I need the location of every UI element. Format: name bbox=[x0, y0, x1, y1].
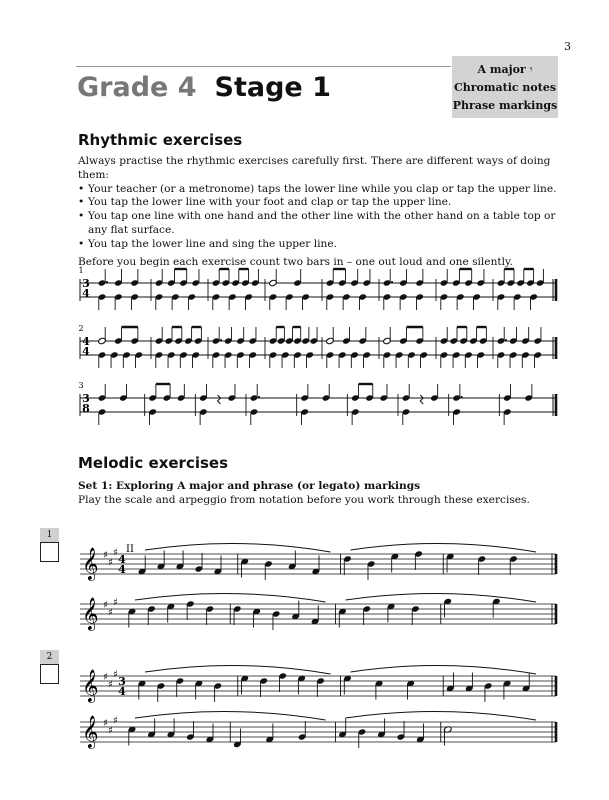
exercise-number: 2 bbox=[78, 324, 84, 333]
phrase-slur bbox=[351, 665, 537, 674]
exercise-number: 3 bbox=[78, 381, 84, 390]
time-signature-bottom: 4 bbox=[118, 563, 126, 576]
sharp-icon: ♯ bbox=[113, 715, 118, 727]
stage-label: Stage 1 bbox=[214, 72, 331, 103]
treble-clef-icon: 𝄞 bbox=[82, 715, 99, 748]
topic-a-major: A major 𝄾 bbox=[477, 63, 533, 76]
time-signature-bottom: 4 bbox=[82, 345, 90, 358]
sharp-icon: ♯ bbox=[113, 547, 118, 559]
sharp-icon: ♯ bbox=[113, 669, 118, 681]
bullet-item: • You tap the lower line with your foot and clap or tap the upper line. bbox=[78, 196, 568, 210]
dot-mark bbox=[106, 281, 108, 283]
phrase-slur bbox=[145, 665, 331, 674]
sharp-icon: ♯ bbox=[103, 550, 108, 561]
bullet-item: • You tap the lower line and sing the upper line. bbox=[78, 238, 568, 252]
sharp-icon: ♯ bbox=[103, 600, 108, 611]
rhythmic-intro: Always practise the rhythmic exercises carefully first. There are different ways of doing them: bbox=[78, 155, 551, 181]
time-signature-top: 3 bbox=[82, 277, 90, 290]
time-signature-bottom: 4 bbox=[118, 685, 126, 698]
phrase-slur bbox=[346, 711, 537, 720]
rest-mark bbox=[420, 395, 423, 404]
sharp-icon: ♯ bbox=[108, 607, 113, 619]
melodic-title: Melodic exercises bbox=[78, 454, 229, 472]
exercise-number: 1 bbox=[78, 266, 84, 275]
time-signature-top: 3 bbox=[82, 392, 90, 405]
rhythmic-scores bbox=[78, 266, 556, 425]
rhythmic-title: Rhythmic exercises bbox=[78, 131, 243, 149]
topic-chromatic: Chromatic notes bbox=[453, 81, 557, 94]
dot-mark bbox=[391, 281, 393, 283]
topic-phrase: Phrase markings bbox=[452, 99, 558, 112]
time-signature-bottom: 8 bbox=[82, 402, 90, 415]
time-signature-bottom: 4 bbox=[82, 287, 90, 300]
grade-label: Grade 4 bbox=[77, 72, 197, 103]
sharp-icon: ♯ bbox=[103, 672, 108, 683]
dot-mark bbox=[220, 339, 222, 341]
phrase-slur bbox=[351, 543, 537, 552]
phrase-slur bbox=[145, 543, 331, 552]
bullet-item: • You tap one line with one hand and the other line with the other hand on a table top or any flat surface. bbox=[78, 210, 568, 238]
sharp-icon: ♯ bbox=[113, 597, 118, 609]
treble-clef-icon: 𝄞 bbox=[82, 547, 99, 580]
melodic-scores bbox=[80, 543, 556, 749]
treble-clef-icon: 𝄞 bbox=[82, 597, 99, 630]
exercise-1-number: 1 bbox=[40, 528, 59, 542]
count-in-text: Before you begin each exercise count two bars in – one out loud and one silently. bbox=[78, 255, 513, 268]
bullet-item: • Your teacher (or a metronome) taps the lower line while you clap or tap the upper line. bbox=[78, 183, 568, 197]
treble-clef-icon: 𝄞 bbox=[82, 669, 99, 702]
time-signature-top: 3 bbox=[118, 675, 126, 688]
dot-mark bbox=[461, 396, 463, 398]
page-number: 3 bbox=[564, 40, 571, 53]
dot-mark bbox=[258, 396, 260, 398]
time-signature-top: 4 bbox=[118, 553, 126, 566]
sharp-icon: ♯ bbox=[103, 718, 108, 729]
sharp-icon: ♯ bbox=[108, 679, 113, 691]
sharp-icon: ♯ bbox=[108, 725, 113, 737]
phrase-slur bbox=[135, 593, 326, 602]
melodic-instruction: Play the scale and arpeggio from notation before you work through these exercises. bbox=[78, 493, 530, 506]
quaver-rest-icon: 𝄾 bbox=[529, 63, 533, 76]
set-heading: Set 1: Exploring A major and phrase (or legato) markings bbox=[78, 480, 421, 492]
phrase-slur bbox=[346, 593, 537, 602]
rest-mark bbox=[218, 395, 221, 404]
exercise-2-number: 2 bbox=[40, 650, 59, 664]
phrase-slur bbox=[135, 711, 326, 720]
position-marking: II bbox=[126, 544, 134, 555]
sharp-icon: ♯ bbox=[108, 557, 113, 569]
time-signature-top: 4 bbox=[82, 335, 90, 348]
dot-mark bbox=[505, 339, 507, 341]
